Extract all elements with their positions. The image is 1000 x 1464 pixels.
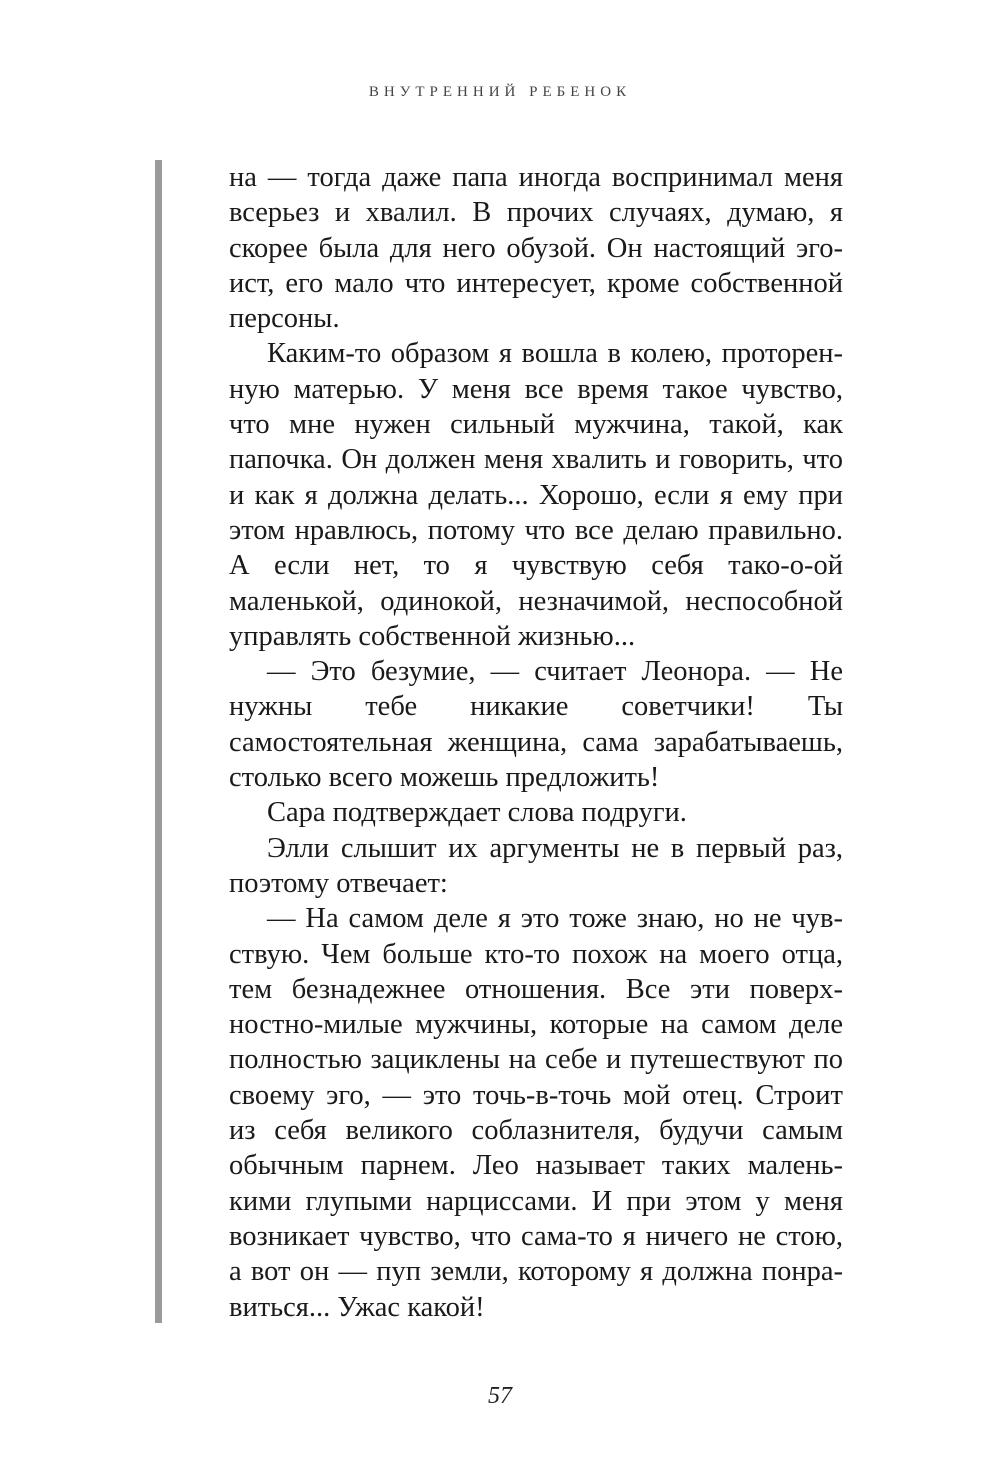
paragraph: — На самом деле я это тоже знаю, но не чувствую. Чем больше кто-то похож на моего отца, тем безнадежнее отношения. Все эти поверхностно-милые мужчины, которые на самом деле полностью зациклены на себе и путешествуют по своему эго, — это точь-в-точь мой отец. Строит из себя великого соблазнителя, будучи самым обычным парнем. Лео называет таких маленькими глупыми нарциссами. И при этом у меня возникает чувство, что сама-то я ничего не стою, а вот он — пуп земли, которому я должна понравиться... Ужас какой! xyxy=(229,903,843,1323)
page-number: 57 xyxy=(488,1383,512,1409)
paragraph: Элли слышит их аргументы не в первый раз, поэтому отвечает: xyxy=(229,832,843,899)
paragraph: Сара подтверждает слова подруги. xyxy=(267,797,687,829)
paragraph: Каким-то образом я вошла в колею, проторенную матерью. У меня все время такое чувство, что мне нужен сильный мужчина, такой, как папочка. Он должен меня хвалить и говорить, что и как я должна делать... Хорошо, если я ему при этом нравлюсь, потому что все делаю правильно. А если нет, то я чувствую себя тако-о-ой маленькой, одинокой, незначимой, неспособной управлять собственной жизнью... xyxy=(229,338,843,652)
paragraph: на — тогда даже папа иногда воспринимал меня всерьез и хвалил. В прочих случаях, думаю, я скорее была для него обузой. Он настоящий эгоист, его мало что интересует, кроме собственной персоны. xyxy=(229,162,843,335)
paragraph: — Это безумие, — считает Леонора. — Не нужны тебе никакие советчики! Ты самостоятельная женщина, сама зарабатываешь, столько всего можешь предложить! xyxy=(229,656,843,794)
body-text xyxy=(229,160,843,1325)
running-head: ВНУТРЕННИЙ РЕБЕНОК xyxy=(368,84,632,100)
margin-bar xyxy=(155,160,162,1323)
